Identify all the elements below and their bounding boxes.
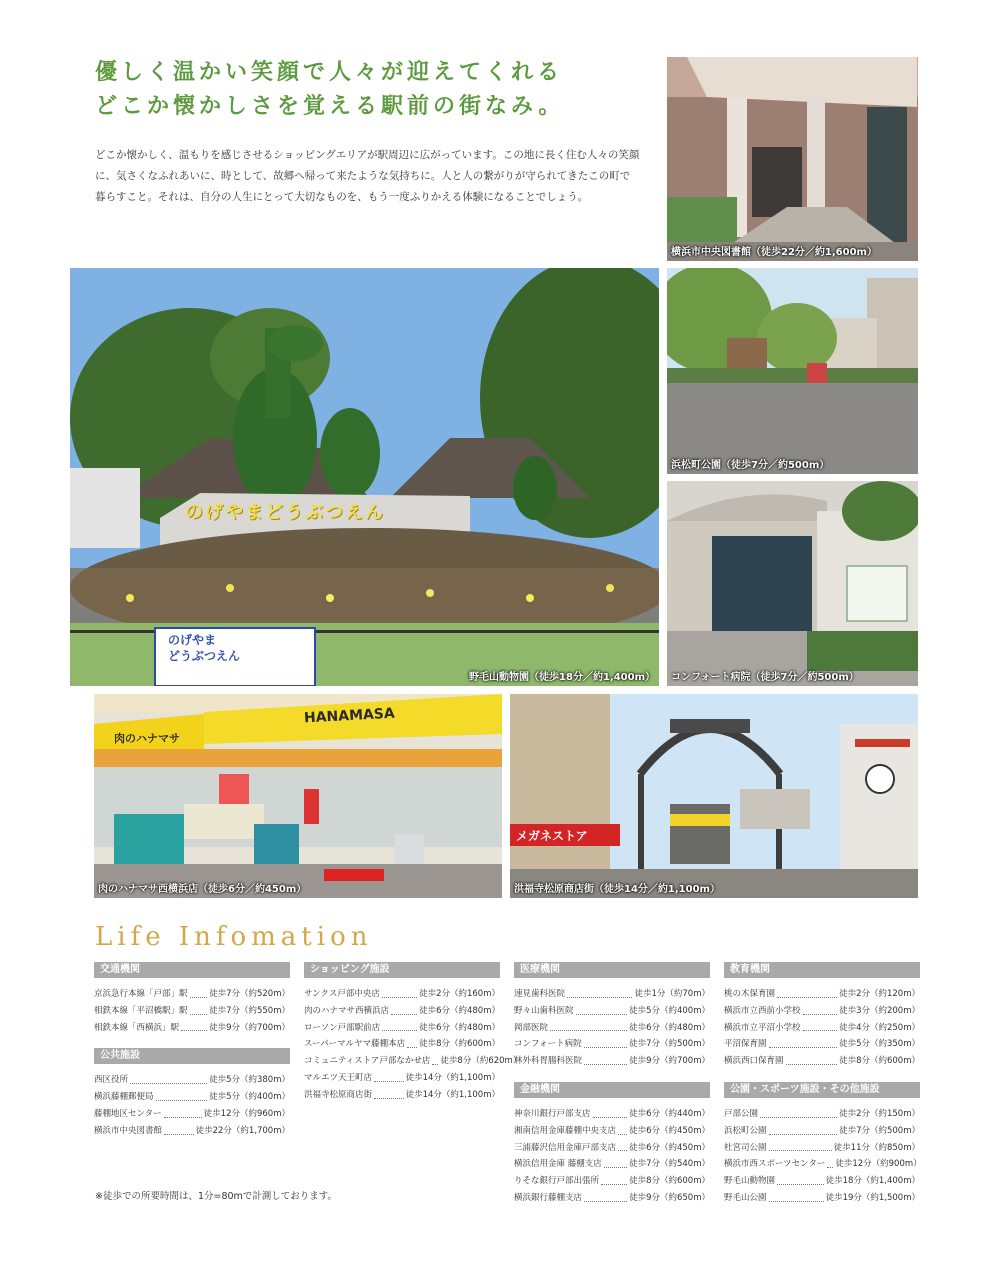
list-shopping — [304, 986, 522, 1104]
photo-hospital — [667, 481, 918, 686]
hanamasa-illustration — [94, 694, 502, 898]
life-col-4 — [724, 962, 920, 1207]
hanamasa-sign-jp: 肉のハナマサ — [114, 732, 180, 745]
zoo-sign-small-line-2: どうぶつえん — [168, 649, 241, 663]
list-item: 横浜銀行藤棚支店 徒歩9分（約650m） — [514, 1190, 710, 1207]
category-public: 公共施設 — [94, 1048, 290, 1064]
category-education: 教育機関 — [724, 962, 920, 978]
list-item: 平沼保育園 徒歩5分（約350m） — [724, 1036, 920, 1053]
list-item: 横浜市立平沼小学校 徒歩4分（約250m） — [724, 1020, 920, 1037]
zoo-illustration — [70, 268, 659, 686]
list-item: 林外科胃腸科医院 徒歩9分（約700m） — [514, 1053, 710, 1070]
caption-shopping-street: 洪福寺松原商店街（徒歩14分／約1,100m） — [514, 884, 720, 895]
list-item: 速見歯科医院 徒歩1分（約70m） — [514, 986, 710, 1003]
list-item: 神奈川銀行戸部支店 徒歩6分（約440m） — [514, 1106, 710, 1123]
list-parks-sports — [724, 1106, 920, 1207]
list-education — [724, 986, 920, 1070]
category-parks-sports: 公園・スポーツ施設・その他施設 — [724, 1082, 920, 1098]
category-shopping: ショッピング施設 — [304, 962, 500, 978]
megastore-sign: メガネストア — [516, 829, 588, 843]
intro-paragraph: どこか懐かしく、温もりを感じさせるショッピングエリアが駅周辺に広がっています。この地に長く住む人々の笑顔に、気さくなふれあいに、時として、故郷へ帰って来たような気持ちに。人と人の繋がりが守られてきたこの町で暮らすこと。それは、自分の人生にとって大切なものを、もう一度ふりかえる体験になることでしょう。 — [95, 149, 640, 203]
photo-library — [667, 57, 918, 261]
photo-zoo — [70, 268, 659, 686]
list-item: コミュニティストア戸部なかせ店 徒歩8分（約620m） — [304, 1053, 500, 1070]
headline-line-1: 優しく温かい笑顔で人々が迎えてくれる — [95, 59, 564, 85]
list-item: 桃の木保育園 徒歩2分（約120m） — [724, 986, 920, 1003]
list-item: 藤棚地区センター 徒歩12分（約960m） — [94, 1106, 290, 1123]
category-transport: 交通機関 — [94, 962, 290, 978]
list-medical — [514, 986, 710, 1070]
walking-time-note: ※徒歩での所要時間は、1分=80mで計測しております。 — [95, 1191, 338, 1202]
list-item: 京浜急行本線「戸部」駅 徒歩7分（約520m） — [94, 986, 290, 1003]
list-item: 杜宮司公園 徒歩11分（約850m） — [724, 1140, 920, 1157]
caption-hospital: コンフォート病院（徒歩7分／約500m） — [671, 672, 859, 683]
list-item: 横浜信用金庫 藤棚支店 徒歩7分（約540m） — [514, 1156, 710, 1173]
hanamasa-sign: HANAMASA — [303, 705, 396, 727]
caption-park: 浜松町公園（徒歩7分／約500m） — [671, 460, 830, 471]
zoo-sign-small — [168, 632, 240, 664]
list-item: 湘南信用金庫藤棚中央支店 徒歩6分（約450m） — [514, 1123, 710, 1140]
life-col-1 — [94, 962, 290, 1140]
category-finance: 金融機関 — [514, 1082, 710, 1098]
caption-library: 横浜市中央図書館（徒歩22分／約1,600m） — [671, 247, 877, 258]
list-item: 洪福寺松原商店街 徒歩14分（約1,100m） — [304, 1087, 500, 1104]
hospital-illustration — [667, 481, 918, 686]
list-item: 野毛山公園 徒歩19分（約1,500m） — [724, 1190, 920, 1207]
category-medical: 医療機関 — [514, 962, 710, 978]
list-item: 相鉄本線「西横浜」駅 徒歩9分（約700m） — [94, 1020, 290, 1037]
list-item: りそな銀行戸部出張所 徒歩8分（約600m） — [514, 1173, 710, 1190]
list-item: マルエツ天王町店 徒歩14分（約1,100m） — [304, 1070, 500, 1087]
list-item: 横浜西口保育園 徒歩8分（約600m） — [724, 1053, 920, 1070]
list-item: スーパーマルヤマ藤棚本店 徒歩8分（約600m） — [304, 1036, 500, 1053]
list-item: 横浜市西スポーツセンター 徒歩12分（約900m） — [724, 1156, 920, 1173]
life-info-title: Life Infomation — [95, 922, 373, 952]
life-col-3 — [514, 962, 710, 1207]
headline — [95, 55, 655, 123]
shopping-street-illustration — [510, 694, 918, 898]
list-item: 野々山歯科医院 徒歩5分（約400m） — [514, 1003, 710, 1020]
library-illustration — [667, 57, 918, 261]
park-illustration — [667, 268, 918, 474]
headline-line-2: どこか懐かしさを覚える駅前の街なみ。 — [95, 93, 565, 119]
list-item: 岡部医院 徒歩6分（約480m） — [514, 1020, 710, 1037]
list-item: 相鉄本線「平沼橋駅」駅 徒歩7分（約550m） — [94, 1003, 290, 1020]
list-finance — [514, 1106, 710, 1207]
photo-park — [667, 268, 918, 474]
photo-hanamasa — [94, 694, 502, 898]
photo-shopping-street — [510, 694, 918, 898]
life-col-2 — [304, 962, 522, 1104]
list-item: サンクス戸部中央店 徒歩2分（約160m） — [304, 986, 500, 1003]
list-item: 横浜市中央図書館 徒歩22分（約1,700m） — [94, 1123, 290, 1140]
list-item: ローソン戸部駅前店 徒歩6分（約480m） — [304, 1020, 500, 1037]
list-item: 横浜藤棚郵便局 徒歩5分（約400m） — [94, 1089, 290, 1106]
caption-hanamasa: 肉のハナマサ西横浜店（徒歩6分／約450m） — [98, 884, 307, 895]
list-item: 肉のハナマサ西横浜店 徒歩6分（約480m） — [304, 1003, 500, 1020]
list-transport — [94, 986, 290, 1036]
list-item: 西区役所 徒歩5分（約380m） — [94, 1072, 290, 1089]
list-item: コンフォート病院 徒歩7分（約500m） — [514, 1036, 710, 1053]
zoo-sign-big: のげやまどうぶつえん — [185, 502, 385, 523]
list-item: 横浜市立西前小学校 徒歩3分（約200m） — [724, 1003, 920, 1020]
zoo-sign-small-line-1: のげやま — [168, 633, 217, 647]
list-item: 戸部公園 徒歩2分（約150m） — [724, 1106, 920, 1123]
list-item: 野毛山動物園 徒歩18分（約1,400m） — [724, 1173, 920, 1190]
list-item: 三浦藤沢信用金庫戸部支店 徒歩6分（約450m） — [514, 1140, 710, 1157]
list-public — [94, 1072, 290, 1139]
list-item: 浜松町公園 徒歩7分（約500m） — [724, 1123, 920, 1140]
caption-zoo: 野毛山動物園（徒歩18分／約1,400m） — [469, 672, 655, 683]
